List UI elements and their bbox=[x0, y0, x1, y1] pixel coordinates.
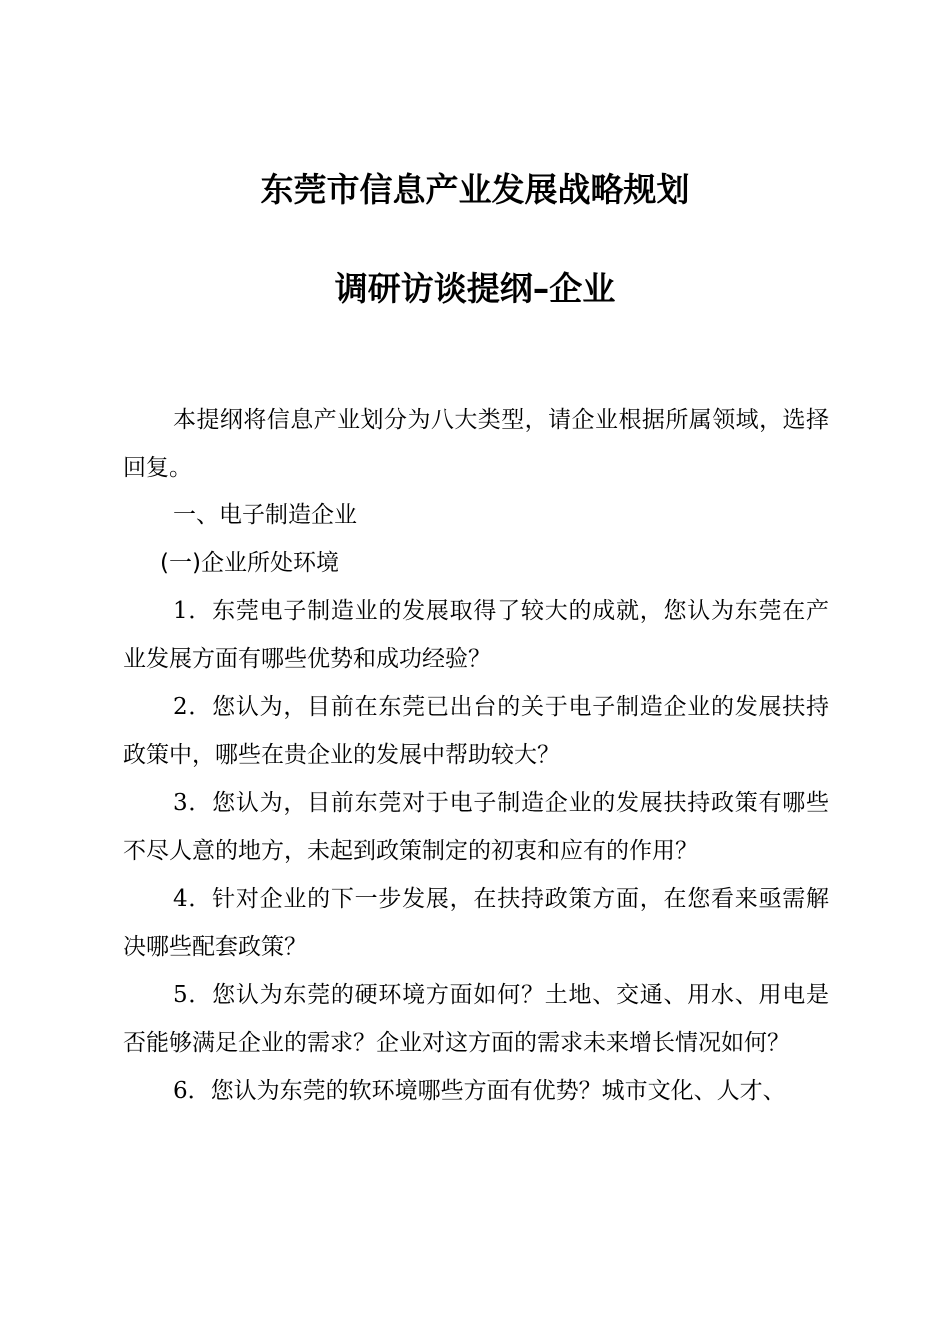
question-item: 6．您认为东莞的软环境哪些方面有优势？城市文化、人才、 bbox=[173, 1078, 786, 1104]
question-list bbox=[123, 587, 829, 1115]
question-item: 1．东莞电子制造业的发展取得了较大的成就，您认为东莞在产业发展方面有哪些优势和成功经验？ bbox=[123, 598, 829, 672]
question-item: 3．您认为，目前东莞对于电子制造企业的发展扶持政策有哪些不尽人意的地方，未起到政策制定的初衷和应有的作用？ bbox=[123, 790, 829, 864]
document-subtitle: 调研访谈提纲–企业 bbox=[334, 269, 616, 308]
section-heading: 一、电子制造企业 bbox=[173, 502, 357, 528]
sub-heading: (一)企业所处环境 bbox=[160, 550, 339, 576]
question-item: 5．您认为东莞的硬环境方面如何？土地、交通、用水、用电是否能够满足企业的需求？企业对这方面的需求未来增长情况如何？ bbox=[123, 982, 829, 1056]
intro-block bbox=[123, 396, 829, 492]
question-item: 2．您认为，目前在东莞已出台的关于电子制造企业的发展扶持政策中，哪些在贵企业的发展中帮助较大？ bbox=[123, 694, 829, 768]
intro-paragraph: 本提纲将信息产业划分为八大类型，请企业根据所属领域，选择回复。 bbox=[123, 407, 829, 481]
question-item: 4．针对企业的下一步发展，在扶持政策方面，在您看来亟需解决哪些配套政策？ bbox=[123, 886, 829, 960]
document-title: 东莞市信息产业发展战略规划 bbox=[260, 170, 690, 209]
